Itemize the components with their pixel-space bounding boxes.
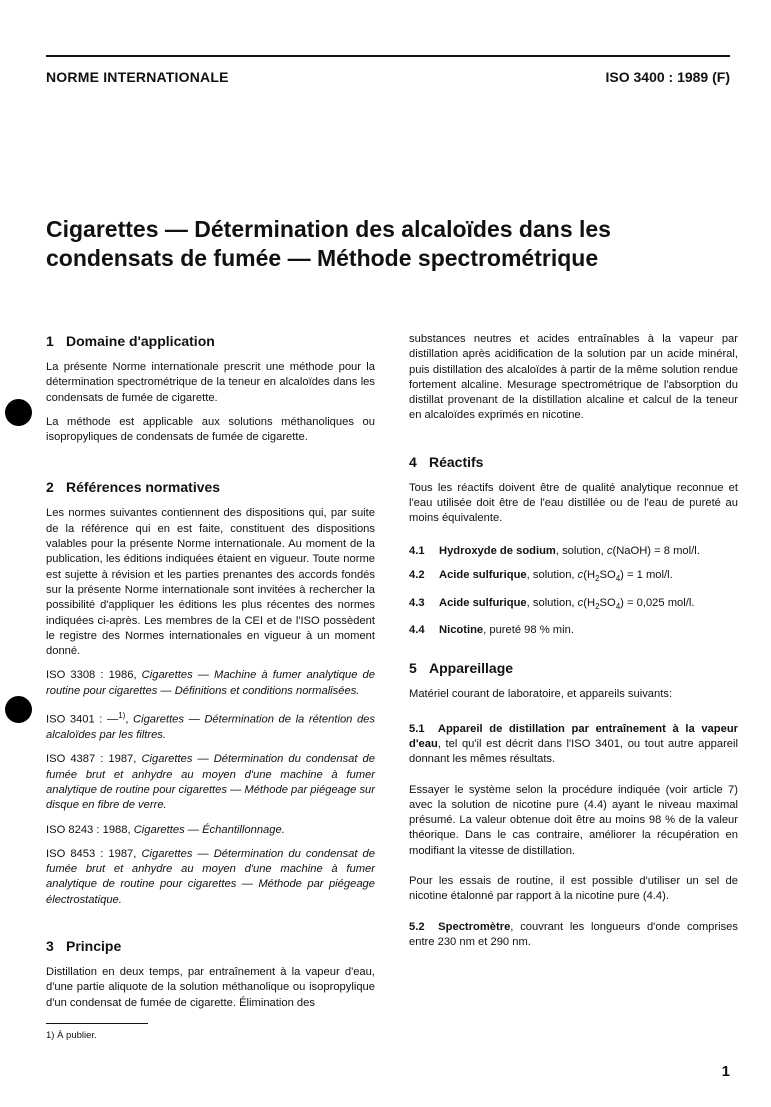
margin-bullet-1 bbox=[5, 399, 32, 426]
section-2-paragraph-1: Les normes suivantes contiennent des dispositions qui, par suite de la référence qui en est faite, constituent des dispositions valables pour la présente Norme internationale. Au moment de la publication, les éditions indiquées étaient en vigueur. Toute norme est sujette à révision et les parties prenantes des accords fondés sur la présente Norme internationale sont invitées à rechercher la possibilité d'appliquer les éditions les plus récentes des normes indiquées ci-après. Les membres de la CEI et de l'ISO possèdent le registre des Normes internationales en vigueur à un moment donné. bbox=[46, 507, 375, 658]
reagent-item: 4.2 Acide sulfurique, solution, $c(H_2SO_4) = 1$ mol/l. bbox=[409, 568, 673, 584]
section-1-paragraph-1: La présente Norme internationale prescrit une méthode pour la détermination spectrométrique de la teneur en alcaloïdes dans les condensats de fumée de cigarette. bbox=[46, 361, 375, 404]
title-line-1: Cigarettes — Détermination des alcaloïdes dans les bbox=[46, 216, 611, 242]
reference-item: ISO 8453 : 1987, Cigarettes — Détermination du condensat de fumée brut et anhydre au moyen d'une machine à fumer analytique de routine pour cigarettes — Méthode par piégeage électrostatique. bbox=[46, 847, 375, 906]
header-rule bbox=[46, 55, 730, 57]
footnote-rule bbox=[46, 1023, 148, 1024]
reagent-item: 4.3 Acide sulfurique, solution, $c(H_2SO_4) = 0,025$ mol/l. bbox=[409, 596, 695, 611]
reference-item: ISO 3308 : 1986, Cigarettes — Machine à fumer analytique de routine pour cigarettes — Définitions et conditions normalisées. bbox=[46, 669, 375, 697]
subclause-5-2: 5.2 Spectromètre, couvrant les longueurs d'onde comprises entre 230 nm et 290 nm. bbox=[409, 920, 738, 948]
page-number: 1 bbox=[721, 1063, 730, 1080]
section-3-heading: 3 Principe bbox=[46, 938, 122, 955]
reagent-item: 4.1 Hydroxyde de sodium, solution, c(NaOH) = 8 mol/l. bbox=[409, 544, 700, 557]
header-standard-type: NORME INTERNATIONALE bbox=[46, 69, 229, 85]
section-5-paragraph-1: Matériel courant de laboratoire, et appareils suivants: bbox=[409, 688, 673, 701]
section-5-heading: 5 Appareillage bbox=[409, 660, 514, 677]
reference-item: ISO 3401 : —$^{1)}$, Cigarettes — Détermination de la rétention des alcaloïdes par les filtres. bbox=[46, 711, 375, 742]
section-1-heading: 1 Domaine d'application bbox=[46, 333, 215, 349]
right-column bbox=[409, 332, 738, 959]
section-3-paragraph-continued: substances neutres et acides entraînables à la vapeur par distillation après acidification de la solution par un acide minéral, puis distillation des alcaloïdes à partir de la même solution rendue fortement alcaline. Mesurage spectrométrique de l'absorption du distillat provenant de la distillation alcaline et calcul de la teneur en alcaloïdes exprimés en nicotine. bbox=[409, 333, 738, 422]
section-3-paragraph-1: Distillation en deux temps, par entraînement à la vapeur d'eau, d'une partie aliquote de la solution méthanolique ou isopropylique d'un condensat de fumée de cigarette. Élimination des bbox=[46, 966, 375, 1009]
footnote: 1) À publier. bbox=[46, 1030, 97, 1041]
reference-item: ISO 4387 : 1987, Cigarettes — Détermination du condensat de fumée brut et anhydre au moyen d'une machine à fumer analytique de routine pour cigarettes — Méthode par piégeage sur disque en fibre de verre. bbox=[46, 753, 375, 812]
document-title bbox=[46, 215, 726, 273]
header-standard-number: ISO 3400 : 1989 (F) bbox=[605, 69, 730, 85]
left-column bbox=[46, 332, 375, 1020]
section-5-paragraph-3: Pour les essais de routine, il est possible d'utiliser un sel de nicotine étalonné par rapport à la nicotine pure (4.4). bbox=[409, 875, 738, 903]
reference-item: ISO 8243 : 1988, Cigarettes — Échantillonnage. bbox=[46, 823, 285, 836]
margin-bullet-2 bbox=[5, 696, 32, 723]
section-4-heading: 4 Réactifs bbox=[409, 453, 484, 470]
section-4-paragraph-1: Tous les réactifs doivent être de qualité analytique reconnue et l'eau utilisée doit être de l'eau distillée ou de l'eau de pureté au moins équivalente. bbox=[409, 481, 738, 525]
section-1-paragraph-2: La méthode est applicable aux solutions méthanoliques ou isopropyliques de condensats de fumée de cigarette. bbox=[46, 415, 375, 444]
section-5-paragraph-2: Essayer le système selon la procédure indiquée (voir article 7) avec la solution de nicotine pure (4.4) ayant le niveau maximal présumé. La valeur obtenue doit être au moins 98 % de la valeur théorique. Dans le cas contraire, améliorer la récupération en modifiant la vitesse de distillation. bbox=[409, 783, 738, 857]
subclause-5-1: 5.1 Appareil de distillation par entraînement à la vapeur d'eau, tel qu'il est décrit dans l'ISO 3401, ou tout autre appareil donnant les mêmes résultats. bbox=[409, 722, 739, 766]
reagent-item: 4.4 Nicotine, pureté 98 % min. bbox=[409, 624, 574, 637]
title-line-2: condensats de fumée — Méthode spectrométrique bbox=[46, 245, 599, 271]
section-2-heading: 2 Références normatives bbox=[46, 479, 221, 496]
